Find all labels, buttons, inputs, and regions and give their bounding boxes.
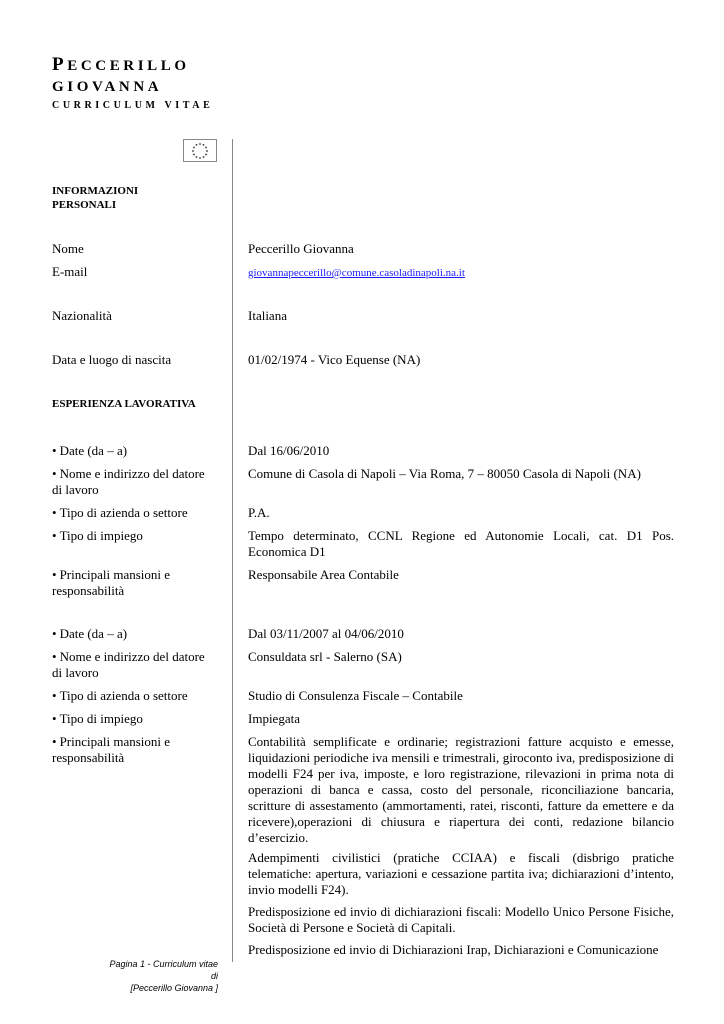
job2-sector-label: • Tipo di azienda o settore xyxy=(52,688,188,703)
name-label: Nome xyxy=(52,241,84,256)
column-divider xyxy=(232,139,233,962)
job2-sector: Studio di Consulenza Fiscale – Contabile xyxy=(248,688,463,703)
job1-date-label: • Date (da – a) xyxy=(52,443,128,458)
job2-duties-paragraph-2: Adempimenti civilistici (pratiche CCIAA) e fiscali (disbrigo pratiche telematiche: apertura, variazioni e cessazione partita iva; dichiarazioni d’intento, invio modelli F24). xyxy=(248,850,674,897)
job2-duties-label: • Principali mansioni e responsabilità xyxy=(52,734,171,765)
nationality-label: Nazionalità xyxy=(52,308,112,323)
job1-employment-label: • Tipo di impiego xyxy=(52,528,143,543)
job1-sector: P.A. xyxy=(248,505,270,520)
cv-label: CURRICULUM VITAE xyxy=(52,100,214,111)
job2-date-label: • Date (da – a) xyxy=(52,626,128,641)
job1-employment: Tempo determinato, CCNL Regione ed Autonomie Locali, cat. D1 Pos. Economica D1 xyxy=(248,528,674,559)
job2-date: Dal 03/11/2007 al 04/06/2010 xyxy=(248,626,404,641)
job2-employment: Impiegata xyxy=(248,711,300,726)
birth-value: 01/02/1974 - Vico Equense (NA) xyxy=(248,352,421,367)
job1-employer-label: • Nome e indirizzo del datore di lavoro xyxy=(52,466,205,497)
page-footer: Pagina 1 - Curriculum vitae di [Peccerillo Giovanna ] xyxy=(109,959,218,993)
job2-duties-paragraph-3: Predisposizione ed invio di dichiarazioni fiscali: Modello Unico Persone Fisiche, Società di Persone e Società di Capitali. xyxy=(248,904,674,935)
email-link[interactable]: giovannapeccerillo@comune.casoladinapoli.na.it xyxy=(248,267,465,279)
job2-employment-label: • Tipo di impiego xyxy=(52,711,143,726)
job1-duties-label: • Principali mansioni e responsabilità xyxy=(52,567,171,598)
nationality-value: Italiana xyxy=(248,308,287,323)
job2-duties-paragraph-1: Contabilità semplificate e ordinarie; registrazioni fatture acquisto e emesse, liquidazioni periodiche iva mensili e trimestrali, giroconto iva, predisposizione di modelli F24 per iva, imposte, e loro registrazione, rilevazioni in prima nota di operazioni di banca e cassa, costo del personale, riconciliazione bancaria, scritture di assestamento (ammortamenti, ratei, risconti, fatture da emettere e da ricevere),operazioni di chiusura e riapertura dei conti, redazione bilancio d’esercizio. xyxy=(248,734,674,845)
job1-sector-label: • Tipo di azienda o settore xyxy=(52,505,188,520)
job2-employer-label: • Nome e indirizzo del datore di lavoro xyxy=(52,649,205,680)
experience-heading: ESPERIENZA LAVORATIVA xyxy=(52,398,196,410)
email-label: E-mail xyxy=(52,264,88,279)
birth-label: Data e luogo di nascita xyxy=(52,352,172,367)
name-value: Peccerillo Giovanna xyxy=(248,241,354,256)
job2-employer: Consuldata srl - Salerno (SA) xyxy=(248,649,402,664)
cv-first-name: GIOVANNA xyxy=(52,79,163,95)
job1-duties: Responsabile Area Contabile xyxy=(248,567,399,582)
job1-date: Dal 16/06/2010 xyxy=(248,443,330,458)
personal-info-heading: INFORMAZIONI PERSONALI xyxy=(52,185,139,211)
job2-duties-paragraph-4: Predisposizione ed invio di Dichiarazioni Irap, Dichiarazioni e Comunicazione xyxy=(248,942,659,957)
email-value xyxy=(248,264,674,281)
cv-surname: PECCERILLO xyxy=(52,54,190,75)
eu-flag-icon xyxy=(183,139,217,162)
job1-employer: Comune di Casola di Napoli – Via Roma, 7 – 80050 Casola di Napoli (NA) xyxy=(248,466,641,481)
